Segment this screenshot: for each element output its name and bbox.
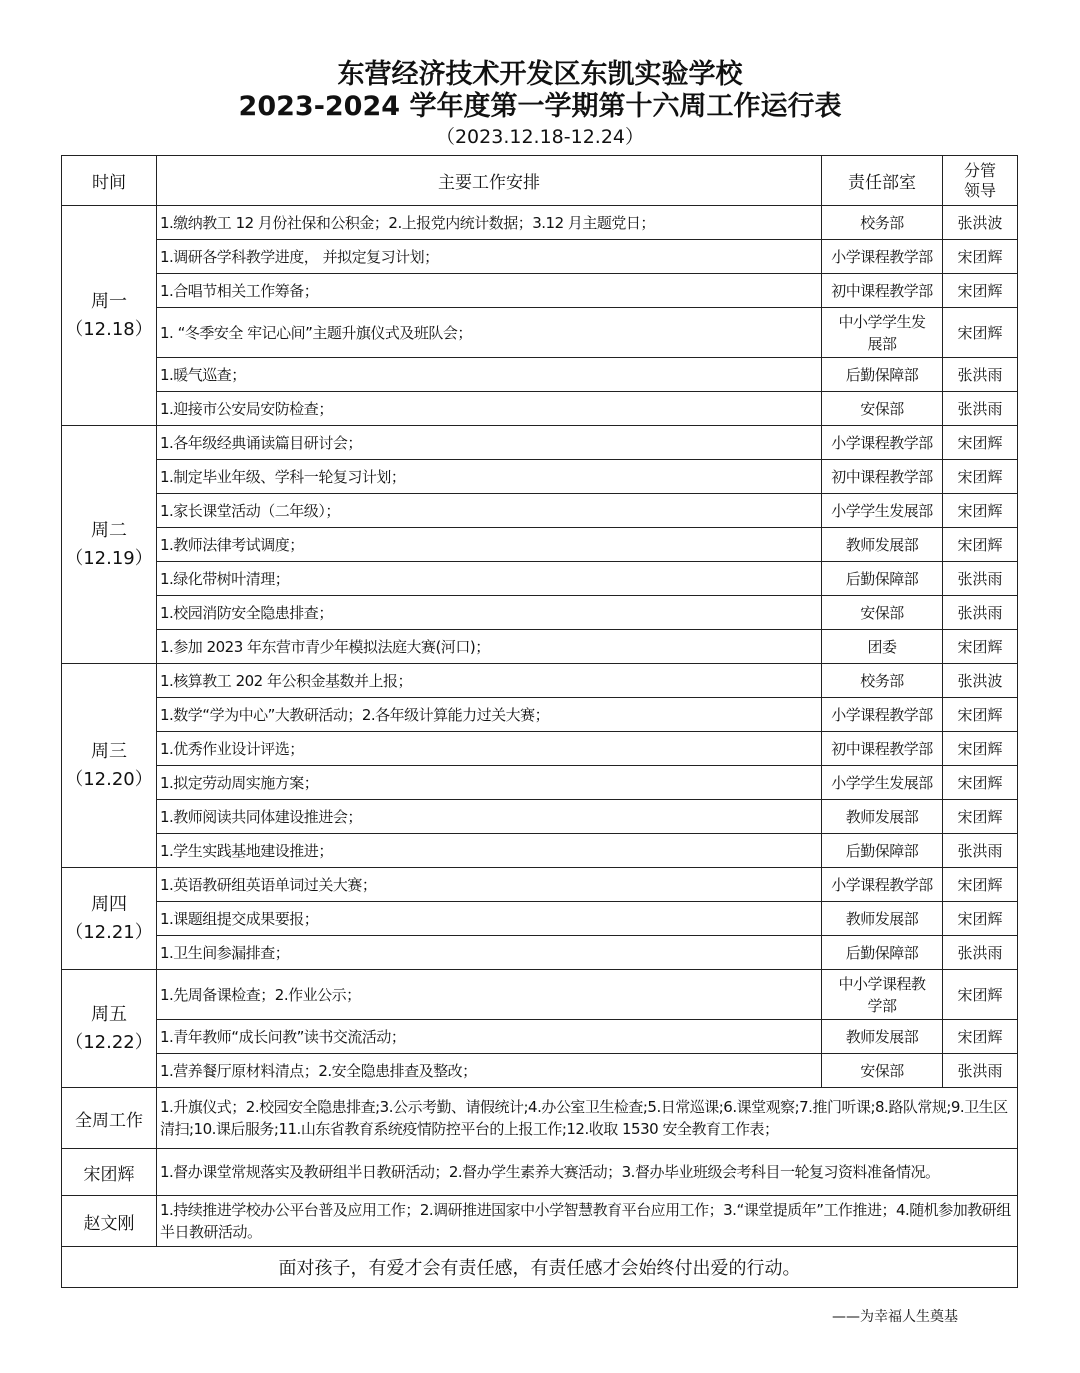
table-row xyxy=(62,630,1018,664)
leader-text: 1.督办课堂常规落实及教研组半日教研活动；2.督办学生素养大赛活动；3.督办毕业班级会考科目一轮复习资料准备情况。 xyxy=(157,1149,1018,1196)
dept-text: 小学课程教学部 xyxy=(831,433,933,452)
dept-cell xyxy=(822,358,943,392)
day-name: 周二 xyxy=(91,519,127,541)
dept-cell xyxy=(822,562,943,596)
table-row xyxy=(62,206,1018,240)
dept-cell xyxy=(822,308,943,358)
table-row xyxy=(62,562,1018,596)
table-row xyxy=(62,240,1018,274)
dept-text: 初中课程教学部 xyxy=(831,281,933,300)
table-row xyxy=(62,392,1018,426)
dept-cell xyxy=(822,1020,943,1054)
dept-cell xyxy=(822,460,943,494)
dept-text: 初中课程教学部 xyxy=(831,739,933,758)
leader-cell: 张洪雨 xyxy=(943,392,1018,426)
dept-text: 后勤保障部 xyxy=(845,841,919,860)
header-work: 主要工作安排 xyxy=(157,156,822,206)
dept-cell xyxy=(822,766,943,800)
leader-cell: 宋团辉 xyxy=(943,240,1018,274)
leader-cell: 宋团辉 xyxy=(943,970,1018,1020)
dept-cell xyxy=(822,528,943,562)
header-time: 时间 xyxy=(62,156,157,206)
day-date: （12.18） xyxy=(65,318,153,340)
task-cell: 1.教师法律考试调度； xyxy=(157,528,822,562)
task-cell: 1.核算教工 202 年公积金基数并上报； xyxy=(157,664,822,698)
leader-cell: 宋团辉 xyxy=(943,868,1018,902)
task-cell: 1.校园消防安全隐患排查； xyxy=(157,596,822,630)
schedule-table xyxy=(61,155,1018,1288)
dept-cell xyxy=(822,426,943,460)
motto: 面对孩子，有爱才会有责任感，有责任感才会始终付出爱的行动。 xyxy=(62,1247,1018,1288)
task-cell: 1.各年级经典诵读篇目研讨会； xyxy=(157,426,822,460)
dept-text: 安保部 xyxy=(860,603,904,622)
day-date: （12.21） xyxy=(65,921,153,943)
day-cell xyxy=(62,426,157,664)
task-cell: 1.青年教师“成长问教”读书交流活动； xyxy=(157,1020,822,1054)
dept-cell xyxy=(822,630,943,664)
task-cell: 1.绿化带树叶清理； xyxy=(157,562,822,596)
table-row xyxy=(62,1020,1018,1054)
task-cell: 1.营养餐厅原材料清点；2.安全隐患排查及整改； xyxy=(157,1054,822,1088)
task-cell: 1.卫生间参漏排查； xyxy=(157,936,822,970)
leader-cell: 宋团辉 xyxy=(943,308,1018,358)
dept-text: 中小学学生发展部 xyxy=(838,312,926,353)
task-cell: 1.暖气巡查； xyxy=(157,358,822,392)
dept-cell xyxy=(822,868,943,902)
leader-cell: 张洪波 xyxy=(943,206,1018,240)
task-cell: 1.优秀作业设计评选； xyxy=(157,732,822,766)
dept-text: 教师发展部 xyxy=(845,1027,919,1046)
dept-cell xyxy=(822,834,943,868)
dept-text: 初中课程教学部 xyxy=(831,467,933,486)
dept-cell xyxy=(822,494,943,528)
leader-cell: 宋团辉 xyxy=(943,766,1018,800)
table-row xyxy=(62,970,1018,1020)
leader-cell: 宋团辉 xyxy=(943,528,1018,562)
dept-text: 教师发展部 xyxy=(845,807,919,826)
leader-row xyxy=(62,1149,1018,1196)
dept-text: 小学学生发展部 xyxy=(831,773,933,792)
dept-text: 小学课程教学部 xyxy=(831,247,933,266)
leader-cell: 宋团辉 xyxy=(943,732,1018,766)
dept-cell xyxy=(822,664,943,698)
day-cell xyxy=(62,868,157,970)
table-row xyxy=(62,664,1018,698)
dept-text: 小学课程教学部 xyxy=(831,875,933,894)
task-cell: 1.先周备课检查；2.作业公示； xyxy=(157,970,822,1020)
day-name: 周一 xyxy=(91,290,127,312)
dept-text: 校务部 xyxy=(860,213,904,232)
dept-text: 后勤保障部 xyxy=(845,943,919,962)
table-row xyxy=(62,868,1018,902)
day-name: 周四 xyxy=(91,893,127,915)
leader-cell: 宋团辉 xyxy=(943,800,1018,834)
leader-cell: 张洪雨 xyxy=(943,562,1018,596)
dept-text: 后勤保障部 xyxy=(845,569,919,588)
dept-text: 小学学生发展部 xyxy=(831,501,933,520)
dept-text: 教师发展部 xyxy=(845,909,919,928)
signature: ——为幸福人生奠基 xyxy=(832,1309,958,1325)
dept-cell xyxy=(822,274,943,308)
dept-cell xyxy=(822,392,943,426)
task-cell: 1.迎接市公安局安防检查； xyxy=(157,392,822,426)
task-cell: 1.家长课堂活动（二年级）； xyxy=(157,494,822,528)
task-cell: 1. “冬季安全 牢记心间”主题升旗仪式及班队会； xyxy=(157,308,822,358)
leader-text: 1.持续推进学校办公平台普及应用工作；2.调研推进国家中小学智慧教育平台应用工作；3.“课堂提质年”工作推进；4.随机参加教研组半日教研活动。 xyxy=(157,1196,1018,1247)
dept-cell xyxy=(822,902,943,936)
dept-text: 校务部 xyxy=(860,671,904,690)
dept-text: 中小学课程教学部 xyxy=(838,974,926,1015)
dept-cell xyxy=(822,732,943,766)
leader-name: 赵文刚 xyxy=(62,1196,157,1247)
dept-cell xyxy=(822,596,943,630)
table-row xyxy=(62,358,1018,392)
task-cell: 1.英语教研组英语单词过关大赛； xyxy=(157,868,822,902)
dept-text: 小学课程教学部 xyxy=(831,705,933,724)
table-row xyxy=(62,426,1018,460)
leader-cell: 宋团辉 xyxy=(943,1020,1018,1054)
leader-cell: 宋团辉 xyxy=(943,902,1018,936)
table-row xyxy=(62,732,1018,766)
leader-cell: 张洪波 xyxy=(943,664,1018,698)
date-range: （2023.12.18-12.24） xyxy=(435,126,645,148)
day-name: 周三 xyxy=(91,740,127,762)
leader-cell: 宋团辉 xyxy=(943,698,1018,732)
dept-text: 后勤保障部 xyxy=(845,365,919,384)
weekly-label: 全周工作 xyxy=(62,1088,157,1149)
table-row xyxy=(62,698,1018,732)
table-row xyxy=(62,494,1018,528)
day-name: 周五 xyxy=(91,1003,127,1025)
leader-row xyxy=(62,1196,1018,1247)
motto-row xyxy=(62,1247,1018,1288)
day-cell xyxy=(62,206,157,426)
dept-text: 安保部 xyxy=(860,1061,904,1080)
day-cell xyxy=(62,664,157,868)
dept-cell xyxy=(822,206,943,240)
leader-cell: 宋团辉 xyxy=(943,460,1018,494)
task-cell: 1.制定毕业年级、学科一轮复习计划； xyxy=(157,460,822,494)
leader-cell: 张洪雨 xyxy=(943,358,1018,392)
school-title: 东营经济技术开发区东凯实验学校 xyxy=(337,59,743,90)
leader-cell: 宋团辉 xyxy=(943,274,1018,308)
table-row xyxy=(62,596,1018,630)
day-date: （12.19） xyxy=(65,547,153,569)
leader-cell: 宋团辉 xyxy=(943,494,1018,528)
table-row xyxy=(62,834,1018,868)
task-cell: 1.课题组提交成果要报； xyxy=(157,902,822,936)
table-row xyxy=(62,460,1018,494)
table-row xyxy=(62,766,1018,800)
dept-cell xyxy=(822,800,943,834)
weekly-row xyxy=(62,1088,1018,1149)
task-cell: 1.学生实践基地建设推进； xyxy=(157,834,822,868)
day-date: （12.22） xyxy=(65,1031,153,1053)
header-leader-text: 分管领导 xyxy=(963,160,996,200)
dept-cell xyxy=(822,1054,943,1088)
dept-text: 安保部 xyxy=(860,399,904,418)
table-row xyxy=(62,936,1018,970)
dept-text: 教师发展部 xyxy=(845,535,919,554)
dept-text: 团委 xyxy=(867,637,897,656)
leader-name: 宋团辉 xyxy=(62,1149,157,1196)
dept-cell xyxy=(822,698,943,732)
table-row xyxy=(62,308,1018,358)
leader-cell: 张洪雨 xyxy=(943,834,1018,868)
leader-cell: 张洪雨 xyxy=(943,596,1018,630)
header-dept: 责任部室 xyxy=(822,156,943,206)
table-row xyxy=(62,274,1018,308)
weekly-text: 1.升旗仪式；2.校园安全隐患排查;3.公示考勤、请假统计;4.办公室卫生检查;5.日常巡课;6.课堂观察;7.推门听课;8.路队常规;9.卫生区清扫;10.课后服务;11.山东省教育系统疫情防控平台的上报工作;12.收取 1530 安全教育工作表； xyxy=(157,1088,1018,1149)
task-cell: 1.数学“学为中心”大教研活动；2.各年级计算能力过关大赛； xyxy=(157,698,822,732)
task-cell: 1.调研各学科教学进度， 并拟定复习计划； xyxy=(157,240,822,274)
task-cell: 1.参加 2023 年东营市青少年模拟法庭大赛(河口)； xyxy=(157,630,822,664)
day-date: （12.20） xyxy=(65,768,153,790)
task-cell: 1.合唱节相关工作筹备； xyxy=(157,274,822,308)
task-cell: 1.拟定劳动周实施方案； xyxy=(157,766,822,800)
table-row xyxy=(62,528,1018,562)
table-row xyxy=(62,800,1018,834)
leader-cell: 宋团辉 xyxy=(943,630,1018,664)
leader-cell: 宋团辉 xyxy=(943,426,1018,460)
header-leader xyxy=(943,156,1018,206)
task-cell: 1.缴纳教工 12 月份社保和公积金；2.上报党内统计数据；3.12 月主题党日； xyxy=(157,206,822,240)
table-row xyxy=(62,902,1018,936)
table-row xyxy=(62,1054,1018,1088)
task-cell: 1.教师阅读共同体建设推进会； xyxy=(157,800,822,834)
header-row xyxy=(62,156,1018,206)
dept-cell xyxy=(822,936,943,970)
day-cell xyxy=(62,970,157,1088)
dept-cell xyxy=(822,970,943,1020)
document-title: 2023-2024 学年度第一学期第十六周工作运行表 xyxy=(238,91,842,122)
dept-cell xyxy=(822,240,943,274)
leader-cell: 张洪雨 xyxy=(943,936,1018,970)
leader-cell: 张洪雨 xyxy=(943,1054,1018,1088)
